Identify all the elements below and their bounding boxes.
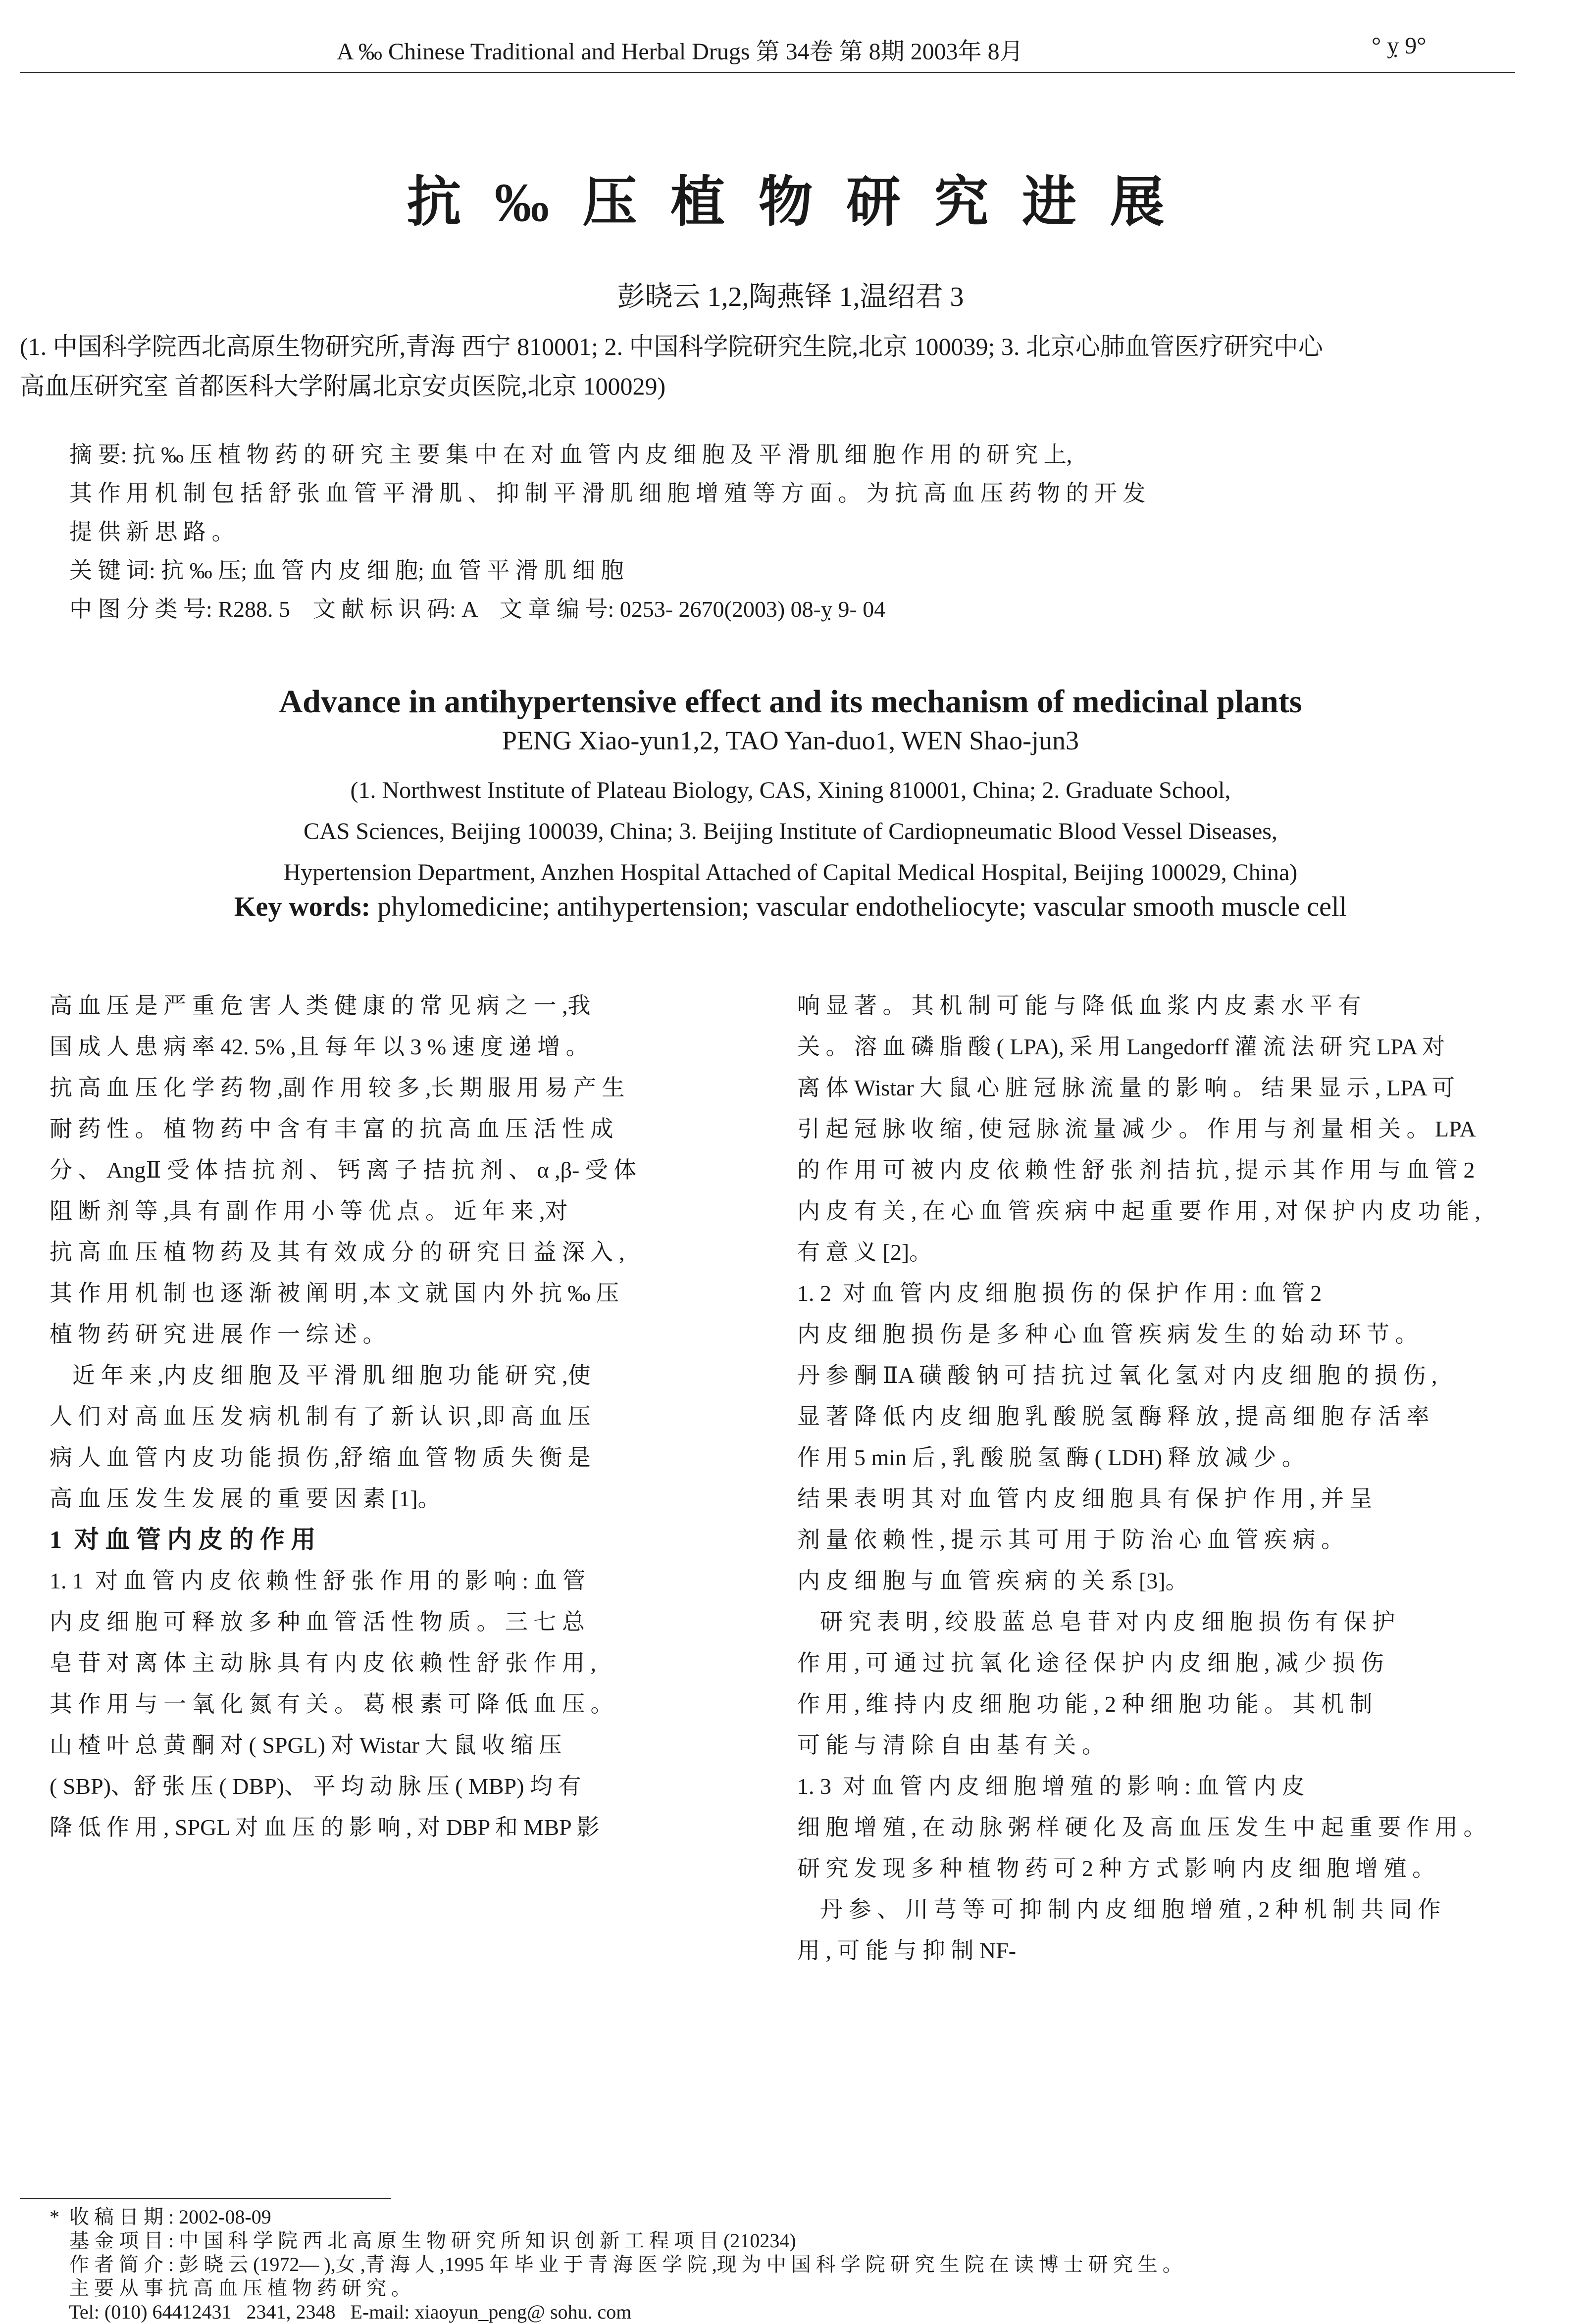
keywords-label: Key words: bbox=[234, 891, 371, 922]
chinese-authors: 彭晓云 1,2,陶燕铎 1,温绍君 3 bbox=[617, 282, 964, 312]
body-line: 研 究 表 明 , 绞 股 蓝 总 皂 苷 对 内 皮 细 胞 损 伤 有 保 护 bbox=[797, 1609, 1395, 1634]
body-line: 剂 量 依 赖 性 , 提 示 其 可 用 于 防 治 心 血 管 疾 病 。 bbox=[797, 1527, 1344, 1552]
body-line: 显 著 降 低 内 皮 细 胞 乳 酸 脱 氢 酶 释 放 , 提 高 细 胞 存 活 率 bbox=[797, 1404, 1429, 1429]
keywords-cn-line: 关 键 词: 抗 ‰ 压; 血 管 内 皮 细 胞; 血 管 平 滑 肌 细 胞 bbox=[69, 558, 624, 583]
body-line: 近 年 来 ,内 皮 细 胞 及 平 滑 肌 细 胞 功 能 研 究 ,使 bbox=[50, 1363, 591, 1388]
running-header bbox=[0, 22, 1581, 65]
journal-header: A ‰ Chinese Traditional and Herbal Drugs 第 34卷 第 8期 2003年 8月 bbox=[337, 39, 1023, 65]
chinese-abstract bbox=[69, 436, 1530, 629]
body-column-left bbox=[50, 985, 777, 1848]
subsection-line: 1. 1 对 血 管 内 皮 依 赖 性 舒 张 作 用 的 影 响 : 血 管 bbox=[50, 1568, 586, 1593]
body-line: 细 胞 增 殖 , 在 动 脉 粥 样 硬 化 及 高 血 压 发 生 中 起 重 要 作 用 。 bbox=[797, 1815, 1486, 1840]
body-line: 皂 苷 对 离 体 主 动 脉 具 有 内 皮 依 赖 性 舒 张 作 用 , bbox=[50, 1650, 596, 1676]
body-line: 引 起 冠 脉 收 缩 , 使 冠 脉 流 量 减 少 。 作 用 与 剂 量 相 关 。 LPA bbox=[797, 1116, 1476, 1141]
body-line: 耐 药 性 。 植 物 药 中 含 有 丰 富 的 抗 高 血 压 活 性 成 bbox=[50, 1116, 613, 1141]
affiliation-line: (1. Northwest Institute of Plateau Biology, CAS, Xining 810001, China; 2. Graduate School, bbox=[350, 777, 1231, 803]
body-line: 研 究 发 现 多 种 植 物 药 可 2 种 方 式 影 响 内 皮 细 胞 增 殖 。 bbox=[797, 1856, 1435, 1881]
body-line: 抗 高 血 压 化 学 药 物 ,副 作 用 较 多 ,长 期 服 用 易 产 生 bbox=[50, 1075, 625, 1100]
affiliation-line: 高血压研究室 首都医科大学附属北京安贞医院,北京 100029) bbox=[20, 372, 666, 400]
body-line: 可 能 与 清 除 自 由 基 有 关 。 bbox=[797, 1732, 1105, 1758]
body-line: 内 皮 细 胞 可 释 放 多 种 血 管 活 性 物 质 。 三 七 总 bbox=[50, 1609, 585, 1634]
page-number: ° ỵ 9° bbox=[1372, 33, 1427, 59]
body-line: 关 。 溶 血 磷 脂 酸 ( LPA), 采 用 Langedorff 灌 流 法 研 究 LPA 对 bbox=[797, 1034, 1445, 1059]
english-authors: PENG Xiao-yun1,2, TAO Yan-duo1, WEN Shao-jun3 bbox=[502, 726, 1079, 755]
abstract-line: 其 作 用 机 制 包 括 舒 张 血 管 平 滑 肌 、 抑 制 平 滑 肌 细 胞 增 殖 等 方 面 。 为 抗 高 血 压 药 物 的 开 发 bbox=[69, 481, 1146, 506]
body-line: 内 皮 细 胞 与 血 管 疾 病 的 关 系 [3]。 bbox=[797, 1568, 1188, 1593]
english-affiliations bbox=[0, 770, 1581, 893]
header-rule bbox=[20, 72, 1515, 73]
body-line: 植 物 药 研 究 进 展 作 一 综 述 。 bbox=[50, 1322, 386, 1347]
chinese-affiliations bbox=[20, 327, 1555, 406]
classification-line: 中 图 分 类 号: R288. 5 文 献 标 识 码: A 文 章 编 号: 0253- 2670(2003) 08-ỵ 9- 04 bbox=[69, 596, 886, 622]
abstract-line: 摘 要: 抗 ‰ 压 植 物 药 的 研 究 主 要 集 中 在 对 血 管 内 皮 细 胞 及 平 滑 肌 细 胞 作 用 的 研 究 上, bbox=[69, 442, 1072, 467]
body-line: 分 、 AngⅡ 受 体 拮 抗 剂 、 钙 离 子 拮 抗 剂 、 α ,β- 受 体 bbox=[50, 1157, 637, 1183]
footnote-line: * 收 稿 日 期 : 2002-08-09 bbox=[50, 2206, 271, 2228]
body-line: 响 显 著 。 其 机 制 可 能 与 降 低 血 浆 内 皮 素 水 平 有 bbox=[797, 993, 1361, 1018]
footnote-line: 基 金 项 目 : 中 国 科 学 院 西 北 高 原 生 物 研 究 所 知 识 创 新 工 程 项 目 (210234) bbox=[50, 2229, 796, 2252]
footnote bbox=[50, 2205, 1510, 2324]
body-line: 用 , 可 能 与 抑 制 NF- bbox=[797, 1938, 1017, 1963]
body-line: 高 血 压 发 生 发 展 的 重 要 因 素 [1]。 bbox=[50, 1486, 441, 1511]
body-line: 病 人 血 管 内 皮 功 能 损 伤 ,舒 缩 血 管 物 质 失 衡 是 bbox=[50, 1445, 591, 1470]
footnote-line: 作 者 简 介 : 彭 晓 云 (1972— ),女 ,青 海 人 ,1995 年 毕 业 于 青 海 医 学 院 ,现 为 中 国 科 学 院 研 究 生 院 在 读 博 士 研 究 生 。 bbox=[50, 2253, 1182, 2275]
affiliation-line: CAS Sciences, Beijing 100039, China; 3. Beijing Institute of Cardiopneumatic Blood Vessel Diseases, bbox=[304, 818, 1277, 844]
body-line: 有 意 义 [2]。 bbox=[797, 1239, 932, 1265]
body-line: 丹 参 酮 ⅡA 磺 酸 钠 可 拮 抗 过 氧 化 氢 对 内 皮 细 胞 的 损 伤 , bbox=[797, 1363, 1437, 1388]
body-line: 高 血 压 是 严 重 危 害 人 类 健 康 的 常 见 病 之 一 ,我 bbox=[50, 993, 591, 1018]
body-line: 降 低 作 用 , SPGL 对 血 压 的 影 响 , 对 DBP 和 MBP 影 bbox=[50, 1815, 600, 1840]
body-line: 作 用 , 可 通 过 抗 氧 化 途 径 保 护 内 皮 细 胞 , 减 少 损 伤 bbox=[797, 1650, 1384, 1676]
body-line: 的 作 用 可 被 内 皮 依 赖 性 舒 张 剂 拮 抗 , 提 示 其 作 用 与 血 管 2 bbox=[797, 1157, 1475, 1183]
english-title: Advance in antihypertensive effect and its mechanism of medicinal plants bbox=[279, 684, 1302, 720]
footnote-line: 主 要 从 事 抗 高 血 压 植 物 药 研 究 。 bbox=[50, 2277, 411, 2299]
body-line: 结 果 表 明 其 对 血 管 内 皮 细 胞 具 有 保 护 作 用 , 并 呈 bbox=[797, 1486, 1373, 1511]
body-line: 作 用 , 维 持 内 皮 细 胞 功 能 , 2 种 细 胞 功 能 。 其 机 制 bbox=[797, 1691, 1373, 1717]
body-line: 抗 高 血 压 植 物 药 及 其 有 效 成 分 的 研 究 日 益 深 入 , bbox=[50, 1239, 625, 1265]
body-line: 国 成 人 患 病 率 42. 5% ,且 每 年 以 3 % 速 度 递 增 。 bbox=[50, 1034, 589, 1059]
chinese-title: 抗 ‰ 压 植 物 研 究 进 展 bbox=[407, 172, 1174, 233]
body-line: 内 皮 有 关 , 在 心 血 管 疾 病 中 起 重 要 作 用 , 对 保 护 内 皮 功 能 , bbox=[797, 1198, 1480, 1224]
footnote-line: Tel: (010) 64412431 2341, 2348 E-mail: xiaoyun_peng@ sohu. com bbox=[50, 2301, 632, 2323]
body-line: 离 体 Wistar 大 鼠 心 脏 冠 脉 流 量 的 影 响 。 结 果 显 示 , LPA 可 bbox=[797, 1075, 1455, 1100]
body-line: 阻 断 剂 等 ,具 有 副 作 用 小 等 优 点 。 近 年 来 ,对 bbox=[50, 1198, 568, 1224]
body-line: 内 皮 细 胞 损 伤 是 多 种 心 血 管 疾 病 发 生 的 始 动 环 节 。 bbox=[797, 1322, 1418, 1347]
footnote-rule bbox=[20, 2198, 391, 2199]
section-heading: 1 对 血 管 内 皮 的 作 用 bbox=[50, 1526, 316, 1553]
keywords-text: phylomedicine; antihypertension; vascular endotheliocyte; vascular smooth muscle cell bbox=[370, 891, 1347, 922]
body-line: 作 用 5 min 后 , 乳 酸 脱 氢 酶 ( LDH) 释 放 减 少 。 bbox=[797, 1445, 1305, 1470]
subsection-line: 1. 3 对 血 管 内 皮 细 胞 增 殖 的 影 响 : 血 管 内 皮 bbox=[797, 1774, 1305, 1799]
body-line: 山 楂 叶 总 黄 酮 对 ( SPGL) 对 Wistar 大 鼠 收 缩 压 bbox=[50, 1732, 562, 1758]
body-line: 丹 参 、 川 芎 等 可 抑 制 内 皮 细 胞 增 殖 , 2 种 机 制 共 同 作 bbox=[797, 1897, 1441, 1922]
affiliation-line: (1. 中国科学院西北高原生物研究所,青海 西宁 810001; 2. 中国科学院研究生院,北京 100039; 3. 北京心肺血管医疗研究中心 bbox=[20, 333, 1323, 360]
abstract-line: 提 供 新 思 路 。 bbox=[69, 519, 235, 544]
affiliation-line: Hypertension Department, Anzhen Hospital Attached of Capital Medical Hospital, Beijing 100029, China) bbox=[283, 859, 1298, 886]
english-keywords bbox=[0, 891, 1581, 923]
body-line: ( SBP)、舒 张 压 ( DBP)、 平 均 动 脉 压 ( MBP) 均 有 bbox=[50, 1774, 581, 1799]
body-line: 人 们 对 高 血 压 发 病 机 制 有 了 新 认 识 ,即 高 血 压 bbox=[50, 1404, 591, 1429]
body-column-right bbox=[797, 985, 1525, 1971]
subsection-line: 1. 2 对 血 管 内 皮 细 胞 损 伤 的 保 护 作 用 : 血 管 2 bbox=[797, 1281, 1322, 1306]
body-line: 其 作 用 与 一 氧 化 氮 有 关 。 葛 根 素 可 降 低 血 压 。 bbox=[50, 1691, 613, 1717]
body-line: 其 作 用 机 制 也 逐 渐 被 阐 明 ,本 文 就 国 内 外 抗 ‰ 压 bbox=[50, 1281, 619, 1306]
